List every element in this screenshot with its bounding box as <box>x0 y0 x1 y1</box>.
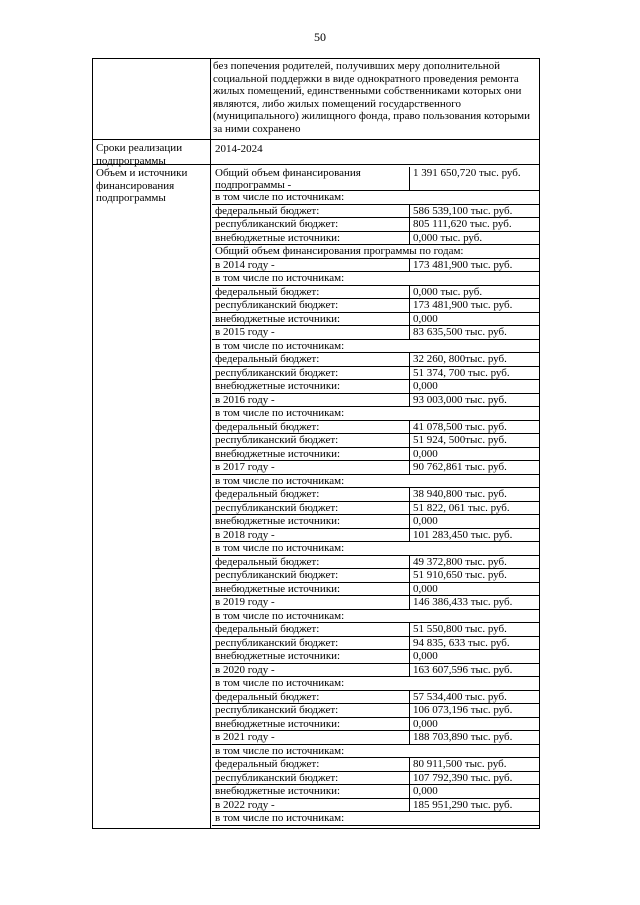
financing-row-value: 49 372,800 тыс. руб. <box>409 556 539 569</box>
financing-row-value: 173 481,900 тыс. руб. <box>409 259 539 272</box>
financing-row <box>212 421 539 435</box>
financing-row-value: 51 924, 500тыс. руб. <box>409 434 539 447</box>
financing-row-value: 146 386,433 тыс. руб. <box>409 596 539 609</box>
financing-row-label: федеральный бюджет: <box>215 488 320 500</box>
financing-row <box>212 259 539 273</box>
financing-row <box>212 448 539 462</box>
financing-row-label: республиканский бюджет: <box>215 218 339 230</box>
financing-row-label: в том числе по источникам: <box>215 407 345 419</box>
financing-row <box>212 313 539 327</box>
financing-row-label: в 2015 году - <box>215 326 275 338</box>
financing-row-label: в том числе по источникам: <box>215 191 345 203</box>
financing-row-value: 83 635,500 тыс. руб. <box>409 326 539 339</box>
financing-row-value: 586 539,100 тыс. руб. <box>409 205 539 218</box>
financing-row-label: в том числе по источникам: <box>215 474 345 487</box>
financing-row <box>212 677 539 691</box>
financing-row <box>212 407 539 421</box>
financing-row-label: федеральный бюджет: <box>215 285 320 298</box>
financing-row-label: в 2019 году - <box>215 596 275 608</box>
financing-row-label: республиканский бюджет: <box>215 636 339 649</box>
financing-row-value: 805 111,620 тыс. руб. <box>409 218 539 231</box>
financing-row <box>212 731 539 745</box>
financing-row-label: внебюджетные источники: <box>215 380 341 392</box>
financing-row <box>212 745 539 759</box>
financing-row <box>212 772 539 786</box>
financing-row <box>212 812 539 826</box>
financing-row-label: в том числе по источникам: <box>215 744 345 757</box>
financing-row <box>212 704 539 718</box>
financing-row-label: в 2017 году - <box>215 461 275 473</box>
financing-row <box>212 272 539 286</box>
financing-row <box>212 650 539 664</box>
financing-row-value: 93 003,000 тыс. руб. <box>409 394 539 407</box>
financing-row-label: в том числе по источникам: <box>215 812 345 824</box>
financing-row <box>212 434 539 448</box>
financing-row-label: федеральный бюджет: <box>215 353 320 365</box>
financing-row-label: республиканский бюджет: <box>215 771 339 784</box>
financing-row-label: в 2021 году - <box>215 731 275 743</box>
financing-row <box>212 380 539 394</box>
financing-row-label: в том числе по источникам: <box>215 677 345 689</box>
row-divider <box>93 139 539 140</box>
financing-row <box>212 299 539 313</box>
financing-row-label: в 2020 году - <box>215 663 275 676</box>
financing-row <box>212 488 539 502</box>
financing-row-label: внебюджетные источники: <box>215 231 341 244</box>
financing-row <box>212 245 539 259</box>
intro-text: без попечения родителей, получивших меру дополнительной социальной поддержки в виде однократного проведения ремонта жилых помещений, единственными собственниками которых они являются, либо жилых помещений государственного (муниципального) жилищного фонда, право пользования которыми за ними сохранено <box>213 60 531 135</box>
financing-row-label: федеральный бюджет: <box>215 555 320 568</box>
financing-row-label: Общий объем финансирования программы по годам: <box>215 245 464 257</box>
financing-row-value: 38 940,800 тыс. руб. <box>409 488 539 501</box>
financing-row-value: 51 374, 700 тыс. руб. <box>409 367 539 380</box>
financing-row <box>212 475 539 489</box>
financing-row-label: внебюджетные источники: <box>215 785 341 797</box>
financing-row <box>212 515 539 529</box>
financing-row <box>212 664 539 678</box>
financing-row-value: 0,000 <box>409 718 539 731</box>
financing-row-label: Общий объем финансирования подпрограммы - <box>215 167 361 190</box>
financing-row-value: 51 910,650 тыс. руб. <box>409 569 539 582</box>
financing-row-label: республиканский бюджет: <box>215 434 339 446</box>
financing-row-value: 90 762,861 тыс. руб. <box>409 461 539 474</box>
financing-row-label: внебюджетные источники: <box>215 650 341 662</box>
financing-row <box>212 286 539 300</box>
financing-row-label: республиканский бюджет: <box>215 366 339 379</box>
financing-row-label: внебюджетные источники: <box>215 515 341 527</box>
financing-label: Объем и источники финансирования подпрограммы <box>96 167 188 204</box>
financing-row-label: в том числе по источникам: <box>215 609 345 622</box>
financing-row-label: федеральный бюджет: <box>215 204 320 217</box>
financing-row-value: 32 260, 800тыс. руб. <box>409 353 539 366</box>
financing-row <box>212 623 539 637</box>
financing-row-value: 0,000 <box>409 583 539 596</box>
financing-row <box>212 583 539 597</box>
financing-row <box>212 785 539 799</box>
financing-row-value: 106 073,196 тыс. руб. <box>409 704 539 717</box>
period-value: 2014-2024 <box>215 143 263 155</box>
financing-row-value: 0,000 <box>409 650 539 663</box>
financing-row-value: 0,000 <box>409 515 539 528</box>
financing-row-value: 0,000 <box>409 313 539 326</box>
financing-row <box>212 610 539 624</box>
financing-row-label: в 2022 году - <box>215 798 275 811</box>
page-number: 50 <box>314 30 326 44</box>
financing-row <box>212 461 539 475</box>
financing-row-value: 188 703,890 тыс. руб. <box>409 731 539 744</box>
financing-row-value: 1 391 650,720 тыс. руб. <box>409 167 539 190</box>
financing-row-label: федеральный бюджет: <box>215 758 320 770</box>
financing-row-value: 173 481,900 тыс. руб. <box>409 299 539 312</box>
financing-row-label: в том числе по источникам: <box>215 272 345 284</box>
financing-row-value: 163 607,596 тыс. руб. <box>409 664 539 677</box>
financing-row-value: 0,000 тыс. руб. <box>409 232 539 245</box>
financing-row-value: 107 792,390 тыс. руб. <box>409 772 539 785</box>
period-label: Сроки реализации подпрограммы <box>96 142 183 167</box>
financing-row-value: 0,000 <box>409 785 539 798</box>
column-divider <box>210 59 211 828</box>
financing-row <box>212 394 539 408</box>
financing-row-label: республиканский бюджет: <box>215 704 339 716</box>
financing-row-label: республиканский бюджет: <box>215 299 339 311</box>
financing-row <box>212 205 539 219</box>
program-table <box>92 58 540 829</box>
financing-row-label: внебюджетные источники: <box>215 447 341 460</box>
financing-row <box>212 556 539 570</box>
financing-row <box>212 353 539 367</box>
financing-row-value: 0,000 <box>409 448 539 461</box>
financing-row-label: в том числе по источникам: <box>215 542 345 554</box>
financing-row <box>212 502 539 516</box>
financing-row <box>212 367 539 381</box>
financing-row-value: 0,000 тыс. руб. <box>409 286 539 299</box>
financing-row-value: 94 835, 633 тыс. руб. <box>409 637 539 650</box>
financing-row <box>212 167 539 191</box>
financing-row-label: в 2018 году - <box>215 528 275 541</box>
financing-row <box>212 340 539 354</box>
financing-row-label: федеральный бюджет: <box>215 420 320 433</box>
financing-row <box>212 191 539 205</box>
financing-row-value: 185 951,290 тыс. руб. <box>409 799 539 812</box>
financing-row-label: внебюджетные источники: <box>215 717 341 730</box>
financing-row <box>212 596 539 610</box>
financing-row <box>212 529 539 543</box>
financing-row-label: республиканский бюджет: <box>215 501 339 514</box>
financing-row-label: республиканский бюджет: <box>215 569 339 581</box>
financing-row-value: 57 534,400 тыс. руб. <box>409 691 539 704</box>
financing-row-label: внебюджетные источники: <box>215 582 341 595</box>
financing-row-label: внебюджетные источники: <box>215 312 341 325</box>
financing-row <box>212 718 539 732</box>
financing-row-value: 0,000 <box>409 380 539 393</box>
financing-row <box>212 326 539 340</box>
financing-row <box>212 637 539 651</box>
financing-row-label: в 2014 году - <box>215 258 275 271</box>
financing-row-label: федеральный бюджет: <box>215 623 320 635</box>
financing-row <box>212 758 539 772</box>
financing-row <box>212 691 539 705</box>
financing-row <box>212 542 539 556</box>
financing-row <box>212 232 539 246</box>
financing-row-label: в том числе по источникам: <box>215 339 345 352</box>
financing-row-value: 80 911,500 тыс. руб. <box>409 758 539 771</box>
financing-row-label: федеральный бюджет: <box>215 690 320 703</box>
financing-row <box>212 569 539 583</box>
financing-row-value: 51 822, 061 тыс. руб. <box>409 502 539 515</box>
financing-row-value: 51 550,800 тыс. руб. <box>409 623 539 636</box>
financing-row-value: 101 283,450 тыс. руб. <box>409 529 539 542</box>
financing-row <box>212 218 539 232</box>
financing-row <box>212 799 539 813</box>
financing-grid <box>212 167 539 828</box>
financing-row-label: в 2016 году - <box>215 393 275 406</box>
financing-row-value: 41 078,500 тыс. руб. <box>409 421 539 434</box>
